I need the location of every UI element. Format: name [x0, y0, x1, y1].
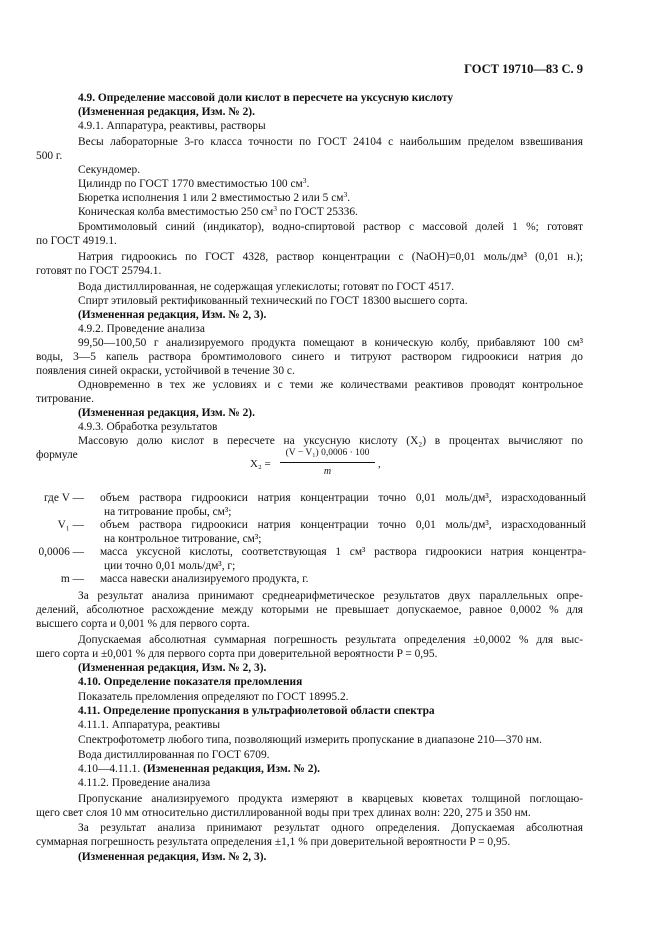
control-line: Одновременно в тех же условиях и с теми же количествами реактивов проводят контрольное — [78, 379, 583, 391]
definition-text: объем раствора гидроокиси натрия концентрации точно 0,01 моль/дм³, израсходованный — [100, 519, 586, 531]
section-4-9-title: 4.9. Определение массовой доли кислот в пересчете на уксусную кислоту — [78, 92, 454, 104]
error-line-cont: шего сорта и ±0,001 % для первого сорта при доверительной вероятности P = 0,95. — [36, 648, 438, 660]
edit-note: (Измененная редакция, Изм. № 2). — [78, 106, 255, 118]
cylinder-text: Цилиндр по ГОСТ 1770 вместимостью 100 см — [78, 178, 303, 190]
flask-text-tail: по ГОСТ 25336. — [277, 206, 358, 218]
ethanol-line: Спирт этиловый ректификованный технический по ГОСТ 18300 высшего сорта. — [78, 295, 468, 307]
definition-item — [36, 546, 586, 574]
transmission-line-cont: щего свет слоя 10 мм относительно дистиллированной воды при трех длинах волн: 220, 275 и 350 нм. — [36, 807, 531, 819]
flask-text: Коническая колба вместимостью 250 см — [78, 206, 274, 218]
procedure-line: воды, 3—5 капель раствора бромтимолового синего и титруют раствором гидроокиси натрия до — [36, 351, 583, 363]
scales-line-cont: 500 г. — [36, 150, 63, 162]
subsection-4-11-1: 4.11.1. Аппаратура, реактивы — [78, 719, 221, 731]
definition-text-cont: на контрольное титрование, см³; — [104, 532, 262, 545]
edit-note: (Измененная редакция, Изм. № 2, 3). — [78, 309, 267, 321]
formula-tail: , — [378, 458, 381, 470]
definition-symbol: m — — [60, 573, 84, 585]
definition-text: масса навески анализируемого продукта, г. — [100, 573, 309, 585]
subsection-4-11-2: 4.11.2. Проведение анализа — [78, 777, 211, 789]
formula-numerator: (V − V₁) 0,0006 · 100 — [285, 448, 370, 458]
result-line: За результат анализа принимают результат одного определения. Допускаемая абсолютная — [78, 822, 583, 834]
subsection-4-9-1: 4.9.1. Аппаратура, реактивы, растворы — [78, 120, 266, 132]
bromothymol-line: Бромтимоловый синий (индикатор), водно-спиртовой раствор с массовой долей 1 %; готовят — [78, 221, 583, 233]
procedure-line: 99,50—100,50 г анализируемого продукта помещают в коническую колбу, прибавляют 100 см³ — [78, 337, 583, 349]
bromothymol-line-cont: по ГОСТ 4919.1. — [36, 235, 117, 247]
page-header: ГОСТ 19710—83 С. 9 — [464, 62, 583, 76]
transmission-line: Пропускание анализируемого продукта измеряют в кварцевых кюветах толщиной поглощаю- — [78, 793, 583, 805]
section-4-10-title: 4.10. Определение показателя преломления — [78, 676, 303, 688]
edit-note-prefix: 4.10—4.11.1. — [78, 763, 141, 775]
definition-text-cont: ции точно 0,01 моль/дм³, г; — [104, 559, 236, 572]
procedure-line: появления синей окраски, устойчивой в течение 30 с. — [36, 365, 295, 377]
edit-note-line — [78, 762, 320, 776]
naoh-line: Натрия гидроокись по ГОСТ 4328, раствор концентрации c (NaOH)=0,01 моль/дм³ (0,01 н.); — [78, 251, 583, 263]
refraction-line: Показатель преломления определяют по ГОСТ 18995.2. — [78, 691, 349, 703]
flask-line: Коническая колба вместимостью 250 $см^3$ по ГОСТ 25336. — [78, 204, 358, 218]
control-line-cont: титрование. — [36, 393, 94, 405]
scales-line: Весы лабораторные 3-го класса точности по ГОСТ 24104 с наибольшим пределом взвешивания — [78, 136, 583, 148]
definition-item — [36, 573, 586, 587]
stopwatch-line: Секундомер. — [78, 164, 141, 176]
subsection-4-9-2: 4.9.2. Проведение анализа — [78, 323, 205, 335]
error-line: Допускаемая абсолютная суммарная погрешность результата определения ±0,0002 % для выс- — [78, 634, 583, 646]
calculation-line: Массовую долю кислот в пересчете на уксусную кислоту (X₂) в процентах вычисляют по — [78, 435, 583, 447]
edit-note: (Измененная редакция, Изм. № 2, 3). — [78, 851, 267, 863]
cylinder-line: Цилиндр по ГОСТ 1770 вместимостью 100 $см^3$. — [78, 176, 310, 190]
section-4-11-title: 4.11. Определение пропускания в ультрафиолетовой области спектра — [78, 705, 435, 717]
fraction-bar — [280, 462, 375, 463]
definition-symbol: где V — — [43, 492, 84, 504]
result-line: высшего сорта и 0,001 % для первого сорта. — [36, 618, 250, 630]
definition-text-cont: на титрование пробы, см³; — [104, 505, 232, 518]
result-line: делений, абсолютное расхождение между которыми не превышает допускаемое, равное 0,0002 % для — [36, 604, 583, 616]
distilled-water-line: Вода дистиллированная по ГОСТ 6709. — [78, 749, 270, 761]
definition-symbol: 0,0006 — — [38, 546, 84, 558]
burette-line: Бюретка исполнения 1 или 2 вместимостью 2 или 5 $см^3$. — [78, 190, 351, 204]
naoh-line-cont: готовят по ГОСТ 25794.1. — [36, 265, 162, 277]
definition-symbol: V₁ — — [57, 519, 84, 531]
burette-text: Бюретка исполнения 1 или 2 вместимостью 2 или 5 см — [78, 192, 344, 204]
edit-note: (Измененная редакция, Изм. № 2, 3). — [78, 662, 267, 674]
calculation-line-cont: формуле — [36, 449, 78, 461]
spectrophotometer-line: Спектрофотометр любого типа, позволяющий измерить пропускание в диапазоне 210—370 нм. — [78, 734, 542, 746]
definition-text: объем раствора гидроокиси натрия концентрации точно 0,01 моль/дм³, израсходованный — [100, 492, 586, 504]
edit-note: (Измененная редакция, Изм. № 2). — [143, 763, 321, 775]
formula-lhs: X₂ = — [250, 458, 271, 470]
subsection-4-9-3: 4.9.3. Обработка результатов — [78, 421, 218, 433]
formula-denominator: m — [323, 466, 332, 477]
definition-text: масса уксусной кислоты, соответствующая 1 см³ раствора гидроокиси натрия концентра- — [100, 546, 586, 558]
edit-note: (Измененная редакция, Изм. № 2). — [78, 407, 255, 419]
definition-item — [36, 492, 586, 520]
result-line-cont: суммарная погрешность результата определения ±1,1 % при доверительной вероятности P = 0,95. — [36, 836, 511, 848]
result-line: За результат анализа принимают среднеарифметическое результатов двух параллельных опре- — [78, 590, 583, 602]
definition-item — [36, 519, 586, 547]
formula — [250, 448, 390, 482]
water-line: Вода дистиллированная, не содержащая углекислоты; готовят по ГОСТ 4517. — [78, 281, 454, 293]
